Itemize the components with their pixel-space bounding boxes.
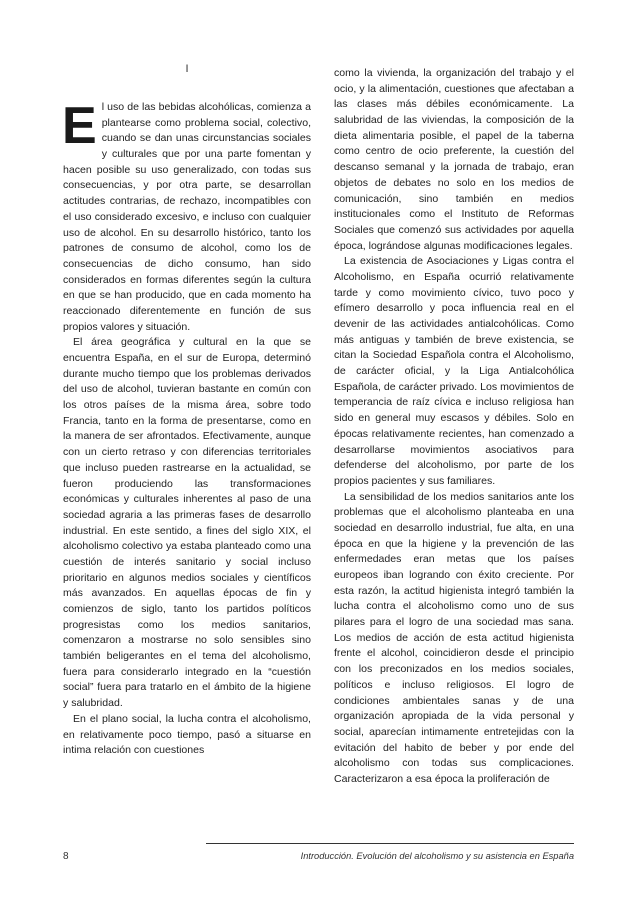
- page-number: 8: [63, 851, 69, 862]
- right-column: [334, 66, 574, 788]
- paragraph: como la vivienda, la organización del trabajo y el ocio, y la alimentación, cuestiones que afectaban a las clases más débiles económicamente. La salubridad de las viviendas, la composición de la dieta alimentaria posible, el papel de la taberna como centro de ocio preferente, la cuestión del descanso semanal y la jornada de trabajo, eran objetos de debates no solo en los medios de comunicación, sino también en medios institucionales como el Instituto de Reformas Sociales que comenzó sus actividades por aquella época, lográndose algunas modificaciones legales.: [334, 67, 574, 252]
- paragraph: La sensibilidad de los medios sanitarios ante los problemas que el alcoholismo planteaba en una sociedad en desarrollo industrial, fue alta, en una época en que la higiene y la prevención de las enfermedades eran metas que los países europeos iban logrando con éxito creciente. Por esta razón, la actitud higienista integró también la lucha contra el alcoholismo como uno de sus pilares para el logro de una sociedad mas sana. Los medios de acción de esta actitud higienista frente el alcohol, coincidieron desde el principio con los preconizados en los medios sociales, políticos e incluso religiosos. El logro de condiciones ambientales sanas y de una organización apropiada de la vida personal y social, aparecían intimamente entretejidas con la evitación del habito de beber y por ende del alcoholismo con todas sus complicaciones. Caracterizaron a esa época la proliferación de: [334, 490, 574, 785]
- running-title: Introducción. Evolución del alcoholismo y su asistencia en España: [300, 851, 574, 861]
- paragraph: En el plano social, la lucha contra el alcoholismo, en relativamente poco tiempo, pasó a situarse en intima relación con cuestiones: [63, 712, 311, 757]
- paragraph-text: l uso de las bebidas alcohólicas, comienza a plantearse como problema social, colectivo, cuando se dan unas circunstancias sociales y culturales que por una parte fomentan y hacen posible su uso generalizado, con todas sus consecuencias, y por otra parte, se desarrollan actitudes contrarias, de rechazo, incompatibles con el uso considerado excesivo, e incluso con cualquier uso de alcohol. En su desarrollo histórico, tanto los patrones de consumo de alcohol, como los de consecuencias de dicho consumo, han sido considerados en formas diferentes según la cultura en que se han producido, que en cada momento ha reaccionado diferentemente en función de sus propios valores y situación.: [63, 101, 311, 333]
- paragraph: El área geográfica y cultural en la que se encuentra España, en el sur de Europa, determinó durante mucho tiempo que los problemas derivados del uso de alcohol, tuvieran bastante en común con los otros países de la misma área, sobre todo Francia, tanto en la forma de presentarse, como en la manera de ser afrontados. Efectivamente, aunque con un cierto retraso y con diferencias territoriales que incluso pueden rastrearse en la actualidad, se fueron produciendo las transformaciones económicas y culturales inherentes al paso de una sociedad agraria a las primeras fases de desarrollo industrial. En este sentido, a fines del siglo XIX, el alcoholismo colectivo ya estaba planteado como una cuestión de interés sanitario y social incluso prioritario en algunos medios sociales y científicos más avanzados. En aquellas épocas de fin y comienzos de siglo, tanto los partidos políticos progresistas como los medios sanitarios, comenzaron a mostrarse no solo sensibles sino también beligerantes en el tema del alcoholismo, fuera para considerarlo integrado en la “cuestión social” fuera para tratarlo en el ámbito de la higiene y salubridad.: [63, 336, 311, 710]
- left-column: [63, 62, 311, 759]
- chapter-heading: I: [185, 63, 189, 75]
- paragraph: La existencia de Asociaciones y Ligas contra el Alcoholismo, en España ocurrió relativamente tarde y como movimiento cívico, tuvo poco y efímero desarrollo y poca influencia real en el devenir de las actividades antialcohólicas. Como más antiguas y también de breve existencia, se citan la Sociedad Española contra el Alcoholismo, de carácter oficial, y la Liga Antialcohólica Española, de carácter privado. Los movimientos de temperancia de raíz cívica e incluso religiosa han sido en general muy escasos y débiles. Solo en épocas relativamente recientes, han comenzado a desarrollarse movimientos asociativos para defenderse del alcoholismo, por parte de los propios pacientes y sus familiares.: [334, 255, 574, 487]
- footer-rule: [206, 843, 574, 844]
- drop-cap: E: [62, 97, 97, 155]
- paragraph: [62, 97, 311, 335]
